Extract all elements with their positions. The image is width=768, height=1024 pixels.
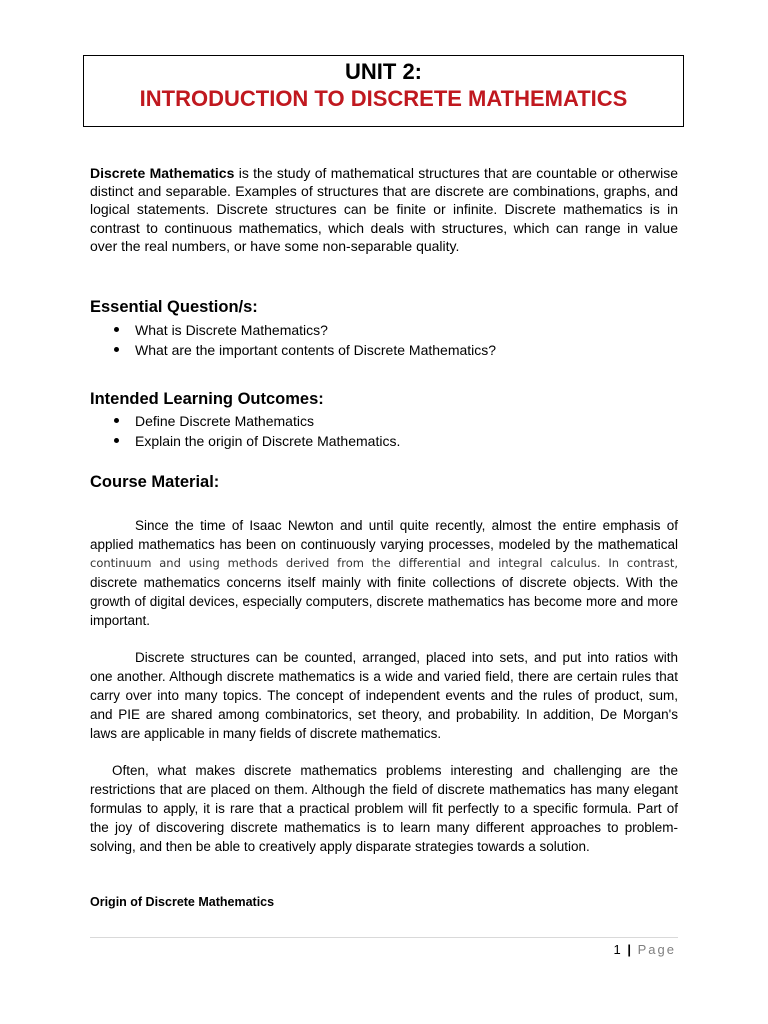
page-number: 1: [613, 942, 621, 957]
text-line: Discrete structures can be counted, arranged, placed into sets, and put into ratios with: [135, 650, 678, 665]
course-material-heading: Course Material:: [90, 473, 220, 491]
course-paragraph-3: [90, 761, 678, 856]
course-paragraph-2: [90, 648, 678, 743]
origin-heading: Origin of Discrete Mathematics: [90, 895, 275, 909]
list-item: What is Discrete Mathematics?: [90, 320, 680, 340]
text-line: applied mathematics has been on continuously varying processes, modeled by the mathematical: [90, 537, 678, 552]
text-line: continuum and using methods derived from the differential and integral calculus. In contrast,: [90, 556, 678, 570]
intro-text: is the study of mathematical structures that are countable or otherwise distinct and separable. Examples of structures that are discrete are combinations, graphs, and logical statements. Discrete structures can be finite or infinite. Discrete mathematics is in contrast to continuous mathematics, which deals with structures, which can range in value over the real numbers, or have some non-separable quality.: [90, 165, 678, 254]
list-item: Define Discrete Mathematics: [90, 411, 680, 431]
list-item: What are the important contents of Discrete Mathematics?: [90, 340, 680, 360]
text-line: solving, and then be able to creatively apply disparate strategies towards a solution.: [90, 839, 590, 854]
text-line: laws are applicable in many fields of discrete mathematics.: [90, 726, 442, 741]
page-word: Page: [637, 942, 676, 957]
bullet-icon: [114, 347, 119, 352]
footer-separator: |: [627, 942, 631, 957]
footer-divider: [90, 937, 678, 938]
text-line: one another. Although discrete mathematics is a wide and varied field, there are certain rules that: [90, 669, 678, 684]
intro-lead-term: Discrete Mathematics: [90, 165, 235, 181]
text-line: restrictions that are placed on them. Although the field of discrete mathematics has many elegant: [90, 782, 678, 797]
text-line: and PIE are shared among combinatorics, set theory, and probability. In addition, De Morgan's: [90, 707, 678, 722]
text-line: important.: [90, 613, 151, 628]
text-line: Often, what makes discrete mathematics problems interesting and challenging are the: [112, 763, 678, 778]
text-line: formulas to apply, it is rare that a practical problem will fit perfectly to a specific formula. Part of: [90, 801, 678, 816]
unit-title: INTRODUCTION TO DISCRETE MATHEMATICS: [139, 86, 628, 111]
course-paragraph-1: [90, 516, 678, 630]
essential-questions-heading: Essential Question/s:: [90, 298, 258, 316]
bullet-icon: [114, 418, 119, 423]
unit-label: UNIT 2:: [345, 59, 422, 84]
text-line: Since the time of Isaac Newton and until quite recently, almost the entire emphasis of: [135, 518, 678, 533]
text-line: discrete mathematics concerns itself mainly with finite collections of discrete objects. With the: [90, 575, 678, 590]
bullet-icon: [114, 327, 119, 332]
intro-paragraph: [90, 164, 678, 255]
essential-questions-list: [90, 320, 680, 360]
text-line: the joy of discovering discrete mathematics is to learn many different approaches to problem-: [90, 820, 678, 835]
learning-outcomes-list: [90, 411, 680, 451]
unit-title-box: [83, 55, 684, 127]
text-line: carry over into many topics. The concept of independent events and the rules of product, sum,: [90, 688, 678, 703]
page-footer: [614, 942, 677, 958]
text-line: growth of digital devices, especially computers, discrete mathematics has become more and more: [90, 594, 678, 609]
learning-outcomes-heading: Intended Learning Outcomes:: [90, 390, 324, 408]
list-item: Explain the origin of Discrete Mathematics.: [90, 431, 680, 451]
bullet-icon: [114, 438, 119, 443]
